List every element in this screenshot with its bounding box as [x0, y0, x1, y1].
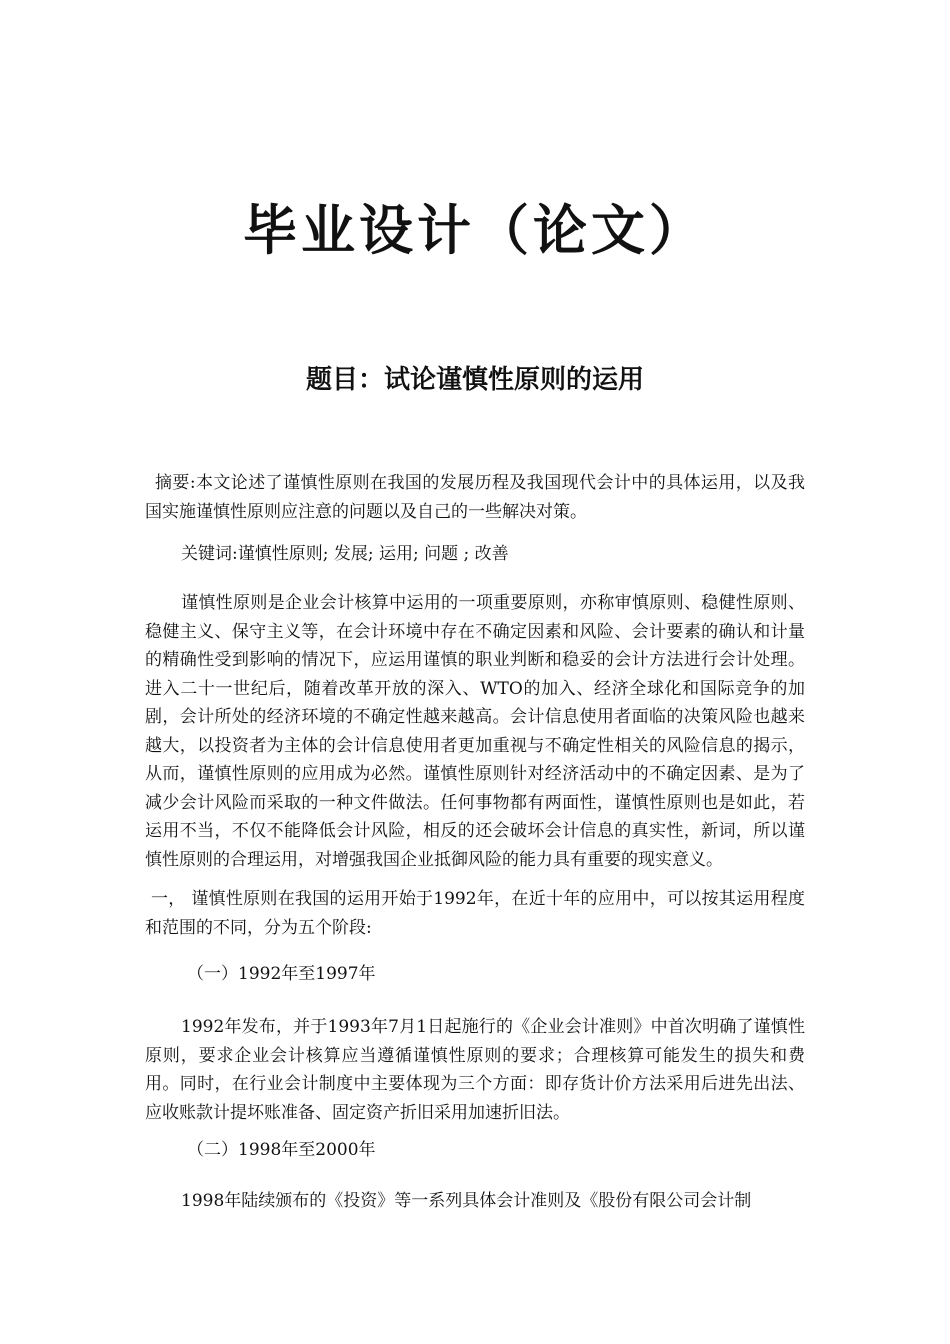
subsection-heading-1: （一）1992年至1997年 [187, 964, 376, 984]
main-title: 毕业设计（论文） [243, 199, 707, 262]
section-one-paragraph: 一， 谨慎性原则在我国的运用开始于1992年，在近十年的应用中，可以按其运用程度和范围的不同，分为五个阶段: [145, 889, 805, 938]
subsection-1-paragraph: 1992年发布，并于1993年7月1日起施行的《企业会计准则》中首次明确了谨慎性原则，要求企业会计核算应当遵循谨慎性原则的要求；合理核算可能发生的损失和费用。同时，在行业会计制度中主要体现为三个方面：即存货计价方法采用后进先出法、应收账款计提坏账准备、固定资产折旧采用加速折旧法。 [145, 1017, 805, 1123]
subsection-2-paragraph: 1998年陆续颁布的《投资》等一系列具体会计准则及《股份有限公司会计制 [181, 1191, 752, 1211]
keywords-line: 关键词:谨慎性原则; 发展; 运用; 问题 ; 改善 [181, 544, 509, 564]
thesis-topic: 题目：试论谨慎性原则的运用 [305, 365, 644, 395]
intro-paragraph: 谨慎性原则是企业会计核算中运用的一项重要原则，亦称审慎原则、稳健性原则、稳健主义、保守主义等，在会计环境中存在不确定因素和风险、会计要素的确认和计量的精确性受到影响的情况下，应运用谨慎的职业判断和稳妥的会计方法进行会计处理。进入二十一世纪后，随着改革开放的深入、WTO的加入、经济全球化和国际竞争的加剧，会计所处的经济环境的不确定性越来越高。会计信息使用者面临的决策风险也越来越大，以投资者为主体的会计信息使用者更加重视与不确定性相关的风险信息的揭示，从而，谨慎性原则的应用成为必然。谨慎性原则针对经济活动中的不确定因素、是为了减少会计风险而采取的一种文件做法。任何事物都有两面性，谨慎性原则也是如此，若运用不当，不仅不能降低会计风险，相反的还会破坏会计信息的真实性，新词，所以谨慎性原则的合理运用，对增强我国企业抵御风险的能力具有重要的现实意义。 [145, 593, 805, 870]
subsection-heading-2: （二）1998年至2000年 [187, 1140, 376, 1160]
abstract-paragraph: 摘要:本文论述了谨慎性原则在我国的发展历程及我国现代会计中的具体运用，以及我国实施谨慎性原则应注意的问题以及自己的一些解决对策。 [145, 473, 805, 522]
